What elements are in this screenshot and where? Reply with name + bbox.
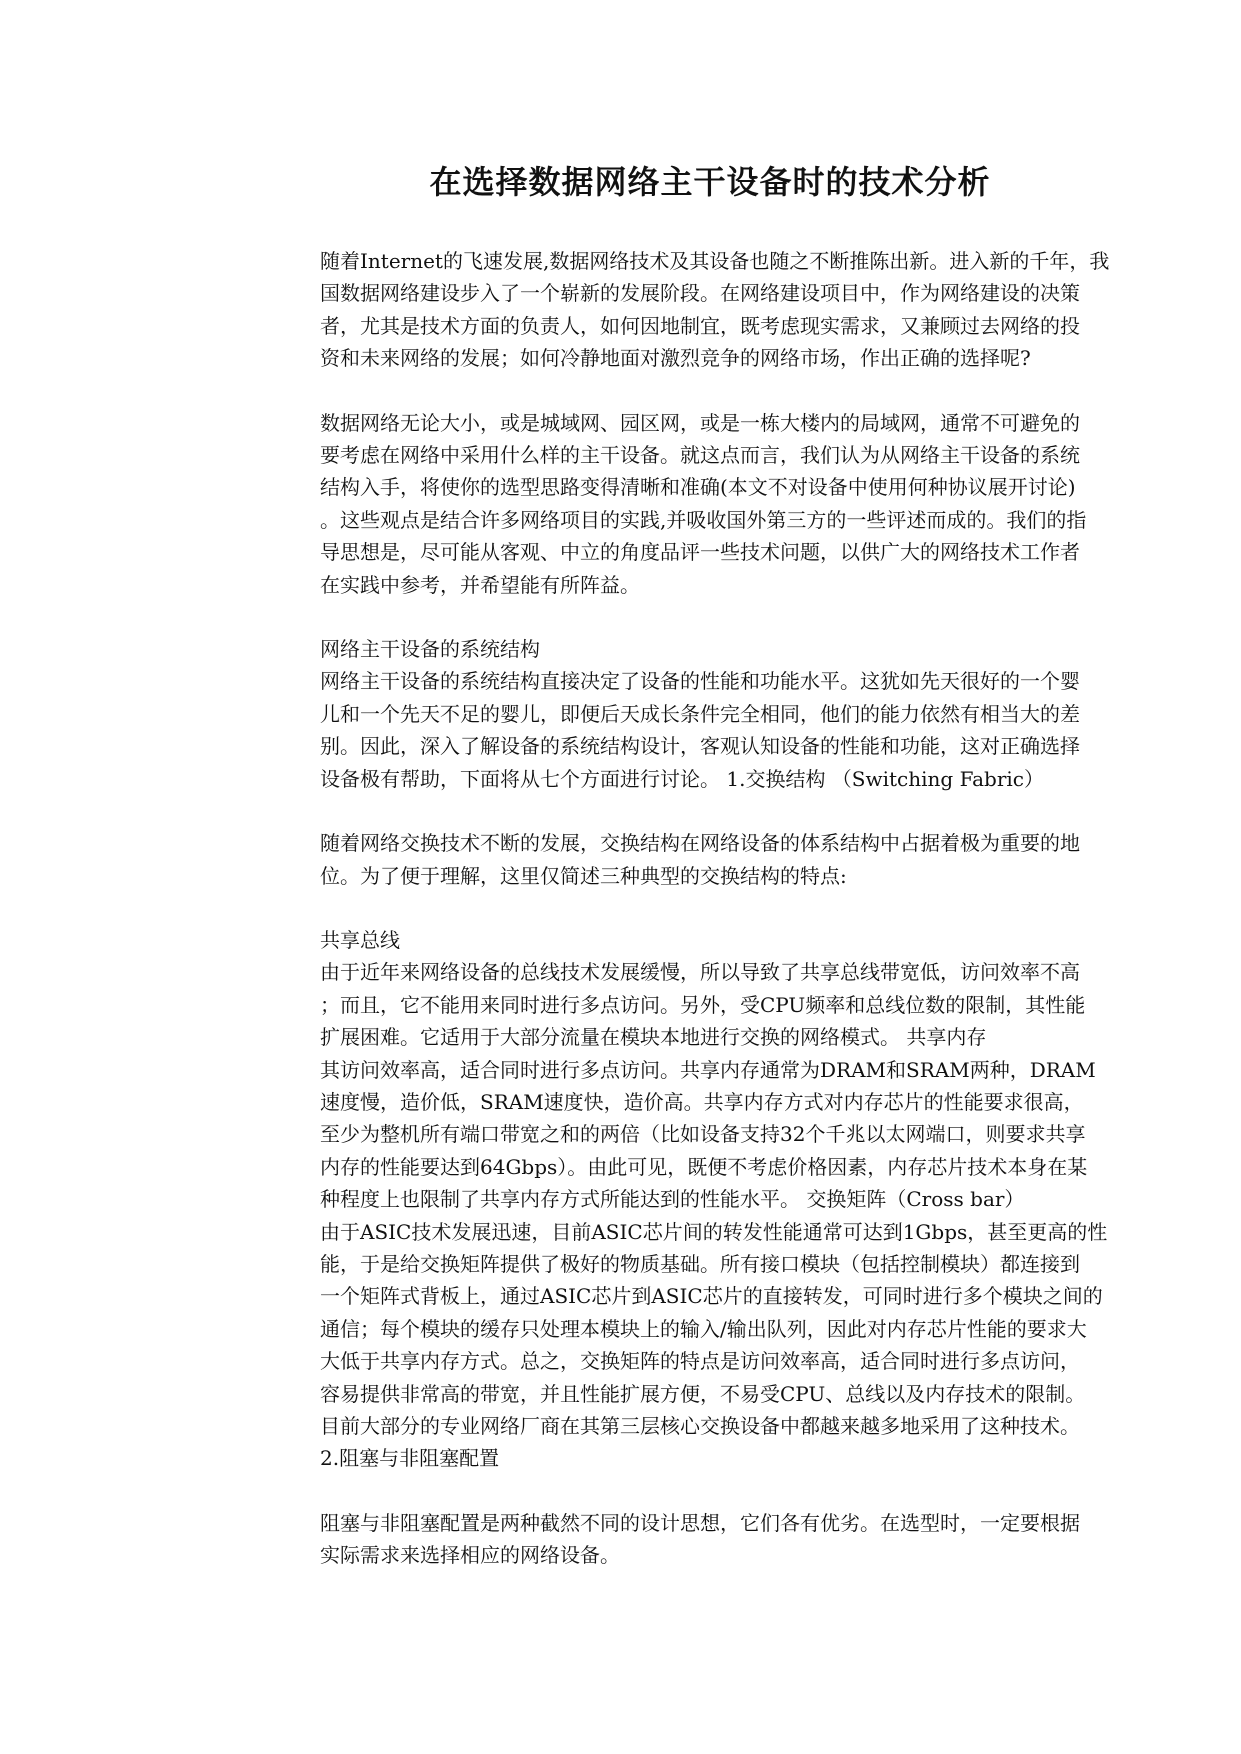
text-line: 结构入手，将使你的选型思路变得清晰和准确(本文不对设备中使用何种协议展开讨论) [320,475,1076,500]
text-line: 阻塞与非阻塞配置是两种截然不同的设计思想，它们各有优劣。在选型时，一定要根据 [320,1510,1080,1535]
text-line: 资和未来网络的发展；如何冷静地面对激烈竞争的网络市场，作出正确的选择呢? [320,346,1031,371]
paragraph-scope [320,407,1160,601]
text-line: 导思想是，尽可能从客观、中立的角度品评一些技术问题，以供广大的网络技术工作者 [320,540,1080,565]
text-line: 位。为了便于理解，这里仅简述三种典型的交换结构的特点: [320,863,847,888]
text-line: ；而且，它不能用来同时进行多点访问。另外，受CPU频率和总线位数的限制，其性能 [320,992,1086,1017]
text-line: 数据网络无论大小，或是城域网、园区网，或是一栋大楼内的局域网，通常不可避免的 [320,410,1080,435]
text-line: 目前大部分的专业网络厂商在其第三层核心交换设备中都越来越多地采用了这种技术。 [320,1414,1080,1438]
text-line: 随着网络交换技术不断的发展，交换结构在网络设备的体系结构中占据着极为重要的地 [320,831,1080,856]
paragraph-intro [320,245,1160,375]
text-line: 网络主干设备的系统结构直接决定了设备的性能和功能水平。这犹如先天很好的一个婴 [320,669,1080,694]
text-line: 通信；每个模块的缓存只处理本模块上的输入/输出队列，因此对内存芯片性能的要求大 [320,1316,1087,1341]
text-line: 种程度上也限制了共享内存方式所能达到的性能水平。 交换矩阵（Cross bar） [320,1187,1025,1212]
text-line: 能，于是给交换矩阵提供了极好的物质基础。所有接口模块（包括控制模块）都连接到 [320,1251,1080,1276]
text-line: 儿和一个先天不足的婴儿，即便后天成长条件完全相同，他们的能力依然有相当大的差 [320,701,1080,726]
paragraph-architecture [320,633,1160,795]
text-line: 速度慢，造价低，SRAM速度快，造价高。共享内存方式对内存芯片的性能要求很高， [320,1089,1084,1114]
text-line: 。这些观点是结合许多网络项目的实践,并吸收国外第三方的一些评述而成的。我们的指 [320,507,1087,532]
text-line: 内存的性能要达到64Gbps）。由此可见，既便不考虑价格因素，内存芯片技术本身在某 [320,1154,1088,1179]
text-line: 在实践中参考，并希望能有所阵益。 [320,572,640,597]
text-line: 别。因此，深入了解设备的系统结构设计，客观认知设备的性能和功能，这对正确选择 [320,734,1080,759]
text-line: 2.阻塞与非阻塞配置 [320,1446,500,1471]
section-heading: 共享总线 [320,927,400,952]
text-line: 一个矩阵式背板上，通过ASIC芯片到ASIC芯片的直接转发，可同时进行多个模块之间的 [320,1284,1103,1309]
text-line: 至少为整机所有端口带宽之和的两倍（比如设备支持32个千兆以太网端口，则要求共享 [320,1122,1086,1147]
text-line: 随着Internet的飞速发展,数据网络技术及其设备也随之不断推陈出新。进入新的千年，我 [320,249,1110,273]
text-line: 要考虑在网络中采用什么样的主干设备。就这点而言，我们认为从网络主干设备的系统 [320,443,1080,468]
text-line: 由于ASIC技术发展迅速，目前ASIC芯片间的转发性能通常可达到1Gbps，甚至更高的性 [320,1219,1108,1244]
text-line: 实际需求来选择相应的网络设备。 [320,1543,620,1568]
text-line: 国数据网络建设步入了一个崭新的发展阶段。在网络建设项目中，作为网络建设的决策 [320,281,1080,306]
paragraph-blocking [320,1507,1160,1572]
document-body [320,245,1160,1604]
text-line: 容易提供非常高的带宽，并且性能扩展方便，不易受CPU、总线以及内存技术的限制。 [320,1381,1086,1406]
text-line: 者，尤其是技术方面的负责人，如何因地制宜，既考虑现实需求，又兼顾过去网络的投 [320,313,1080,338]
text-line: 其访问效率高，适合同时进行多点访问。共享内存通常为DRAM和SRAM两种，DRAM [320,1057,1096,1082]
paragraph-switching [320,827,1160,892]
text-line: 由于近年来网络设备的总线技术发展缓慢，所以导致了共享总线带宽低，访问效率不高 [320,960,1080,985]
paragraph-shared-bus [320,924,1160,1475]
text-line: 扩展困难。它适用于大部分流量在模块本地进行交换的网络模式。 共享内存 [320,1025,987,1050]
document-title: 在选择数据网络主干设备时的技术分析 [429,163,991,201]
text-line: 设备极有帮助，下面将从七个方面进行讨论。 1.交换结构 （Switching Fabric） [320,766,1044,791]
section-heading: 网络主干设备的系统结构 [320,637,540,662]
text-line: 大低于共享内存方式。总之，交换矩阵的特点是访问效率高，适合同时进行多点访问， [320,1349,1080,1374]
